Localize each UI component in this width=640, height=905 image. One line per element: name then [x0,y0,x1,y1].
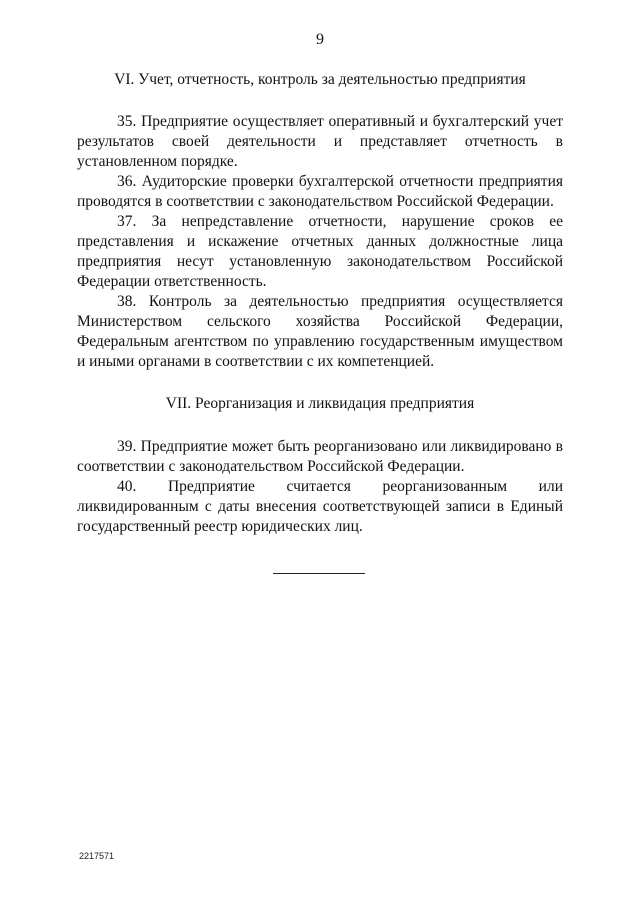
section-heading: VI. Учет, отчетность, контроль за деятельностью предприятия [114,71,526,88]
paragraph-40: 40. Предприятие считается реорганизованным или ликвидированным с даты внесения соответствующей записи в Единый государственный реестр юридических лиц. [77,478,563,535]
paragraph-39: 39. Предприятие может быть реорганизовано или ликвидировано в соответствии с законодательством Российской Федерации. [77,438,563,475]
page-number: 9 [316,31,324,48]
paragraph-36: 36. Аудиторские проверки бухгалтерской отчетности предприятия проводятся в соответствии с законодательством Российской Федерации. [77,173,563,210]
end-separator-line [273,573,365,574]
paragraph-38: 38. Контроль за деятельностью предприятия осуществляется Министерством сельского хозяйства Российской Федерации, Федеральным агентством по управлению государственным имуществом и иными органами в соответствии с их компетенцией. [77,293,563,370]
section-vi [77,70,563,372]
section-vii [77,394,563,537]
section-heading: VII. Реорганизация и ликвидация предприятия [165,395,475,412]
document-code: 2217571 [79,851,115,861]
paragraph-37: 37. За непредставление отчетности, нарушение сроков ее представления и искажение отчетных данных должностные лица предприятия несут установленную законодательством Российской Федерации ответственность. [77,213,563,290]
document-body [77,70,563,537]
paragraph-35: 35. Предприятие осуществляет оперативный и бухгалтерский учет результатов своей деятельности и представляет отчетность в установленном порядке. [77,113,563,170]
